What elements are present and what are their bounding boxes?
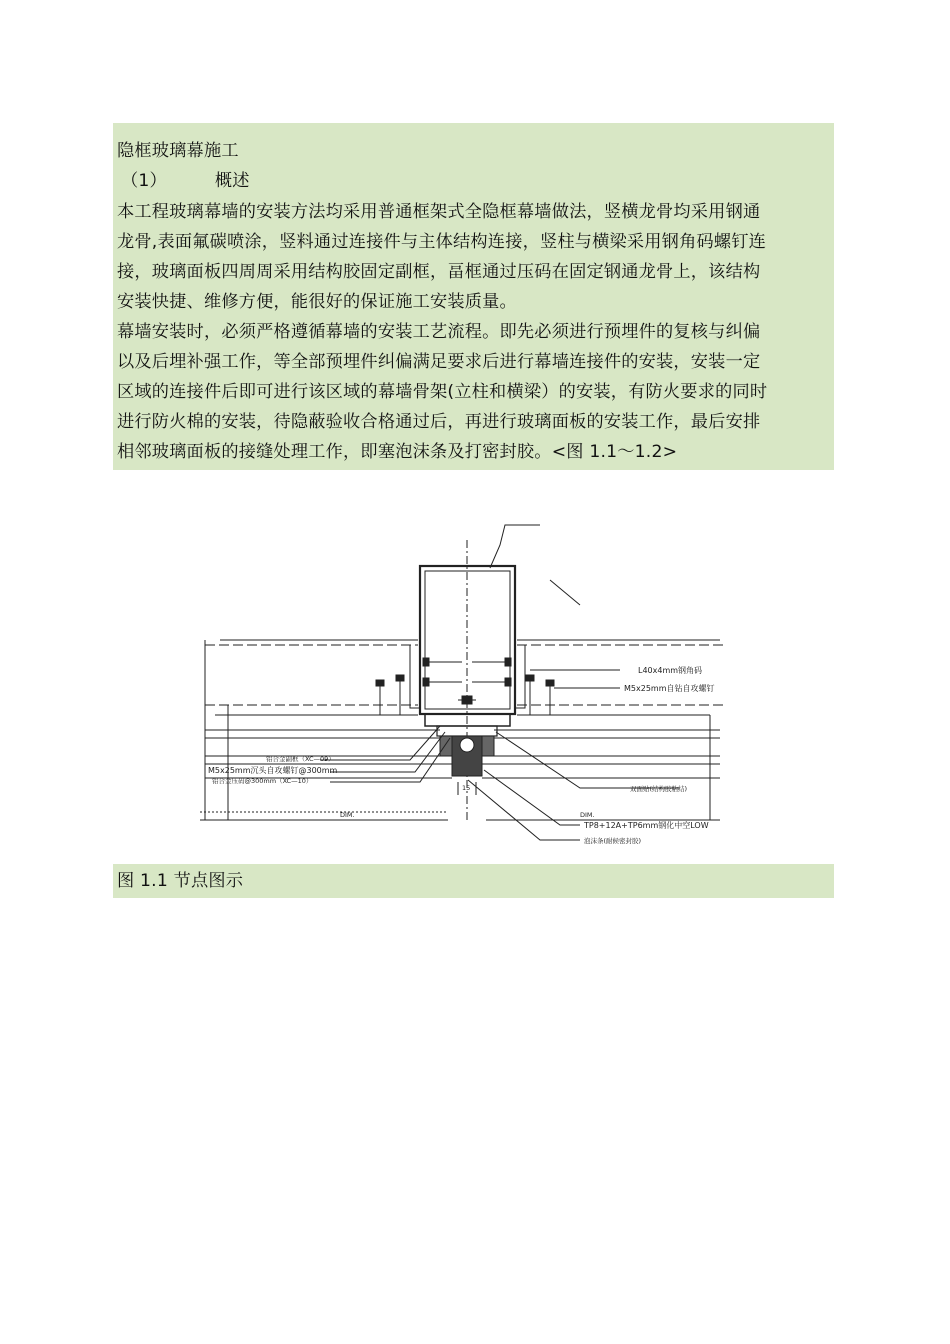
- dim-left: DIM.: [340, 811, 355, 819]
- label-screw: M5x25mm自钻自攻螺钉: [624, 684, 715, 693]
- section-heading: 隐框玻璃幕施工: [117, 141, 239, 161]
- label-pressure-plate: 铝合金压码@300mm（XC—10）: [212, 777, 313, 785]
- label-countersunk-screw: M5x25mm沉头自攻螺钉@300mm: [208, 766, 338, 775]
- subsection-number: （1）: [121, 171, 167, 191]
- dim-gap: 15: [462, 784, 471, 792]
- label-subframe: 铝合金副框（XC—09）: [266, 755, 335, 763]
- paragraph-line: 区域的连接件后即可进行该区域的幕墙骨架(立柱和横梁）的安装，有防火要求的同时: [117, 382, 768, 402]
- screw-icon: [458, 658, 554, 715]
- caption-text: 图 1.1 节点图示: [117, 871, 244, 891]
- label-angle: L40x4mm钢角码: [638, 666, 703, 675]
- intro-section: [113, 123, 834, 470]
- paragraph-line: 进行防火棉的安装，待隐蔽验收合格通过后，再进行玻璃面板的安装工作，最后安排: [117, 412, 761, 432]
- figure-caption: [113, 864, 834, 898]
- paragraph-line: 龙骨,表面氟碳喷涂，竖料通过连接件与主体结构连接，竖柱与横梁采用钢角码螺钉连: [117, 232, 767, 252]
- label-structural-tape: 双面贴(结构胶粘结): [630, 785, 688, 793]
- dim-right: DIM.: [580, 811, 595, 819]
- label-sealant: 泡沫条(耐候密封胶): [584, 837, 642, 845]
- node-detail-drawing: [200, 520, 760, 854]
- paragraph-line: 幕墙安装时，必须严格遵循幕墙的安装工艺流程。即先必须进行预埋件的复核与纠偏: [117, 322, 761, 342]
- leader-line: [490, 525, 540, 568]
- paragraph-line: 接，玻璃面板四周周采用结构胶固定副框，畐框通过压码在固定钢通龙骨上，该结构: [117, 262, 761, 282]
- subsection-title: 概述: [214, 171, 250, 191]
- leader-line: [550, 580, 580, 605]
- paragraph-line: 本工程玻璃幕墙的安装方法均采用普通框架式全隐框幕墙做法，竖横龙骨均采用钢通: [117, 202, 761, 222]
- paragraph-line: 以及后埋补强工作，等全部预埋件纠偏满足要求后进行幕墙连接件的安装，安装一定: [117, 352, 761, 372]
- paragraph-line: 相邻玻璃面板的接缝处理工作，即塞泡沫条及打密封胶。<图 1.1〜1.2>: [117, 442, 678, 462]
- paragraph-line: 安装快捷、维修方便，能很好的保证施工安装质量。: [117, 292, 517, 312]
- subsection-heading: [121, 171, 250, 191]
- label-glass: TP8+12A+TP6mm钢化中空LOW: [584, 821, 709, 830]
